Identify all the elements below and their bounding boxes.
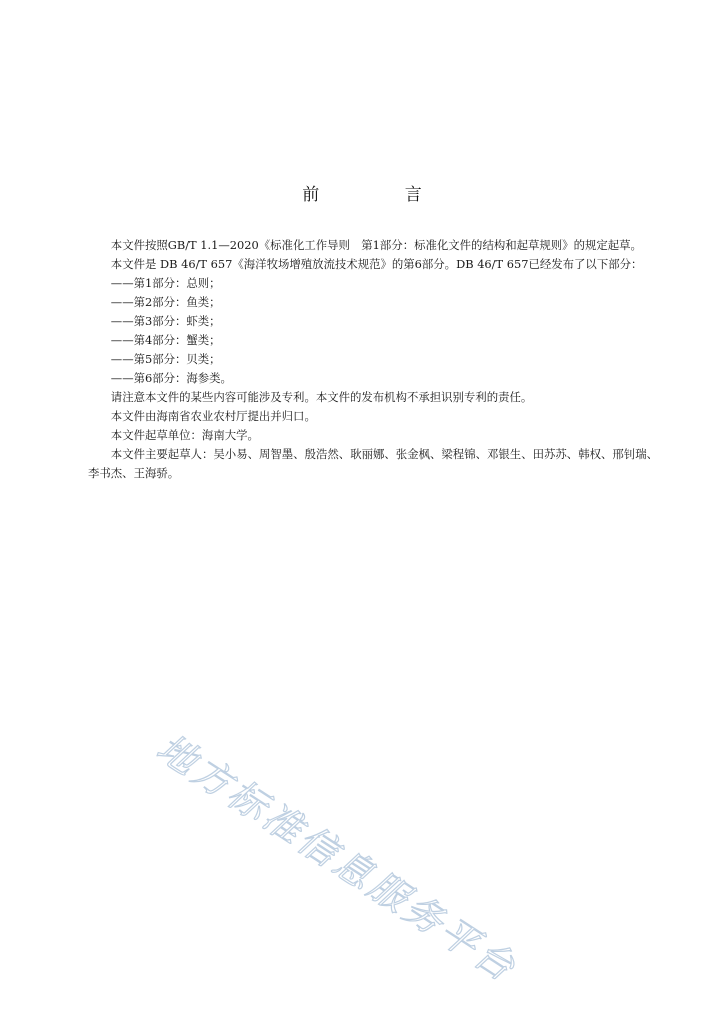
paragraph-proposer: 本文件由海南省农业农村厅提出并归口。 <box>110 409 316 423</box>
paragraph-drafters: 本文件主要起草人：吴小易、周智墨、殷浩然、耿丽娜、张金枫、梁程锦、邓银生、田苏苏、韩权、邢钊瑞、李书杰、王海骄。 <box>88 447 658 480</box>
list-item-part-5: ——第5部分：贝类； <box>110 352 221 366</box>
page-title: 前 言 <box>302 185 462 205</box>
list-item-part-3: ——第3部分：虾类； <box>110 314 221 328</box>
paragraph-drafting-rules: 本文件按照GB/T 1.1—2020《标准化工作导则 第1部分：标准化文件的结构和起草规则》的规定起草。 <box>110 238 642 252</box>
watermark: 地方标准信息服务平台 <box>149 725 526 992</box>
paragraph-part-description: 本文件是 DB 46/T 657《海洋牧场增殖放流技术规范》的第6部分。DB 46/T 657已经发布了以下部分： <box>110 257 643 271</box>
paragraph-drafting-unit: 本文件起草单位：海南大学。 <box>110 428 259 442</box>
paragraph-patent-notice: 请注意本文件的某些内容可能涉及专利。本文件的发布机构不承担识别专利的责任。 <box>110 390 533 404</box>
list-item-part-4: ——第4部分：蟹类； <box>110 333 221 347</box>
list-item-part-6: ——第6部分：海参类。 <box>110 371 232 385</box>
foreword-body <box>88 236 658 483</box>
list-item-part-1: ——第1部分：总则； <box>110 276 221 290</box>
list-item-part-2: ——第2部分：鱼类； <box>110 295 221 309</box>
